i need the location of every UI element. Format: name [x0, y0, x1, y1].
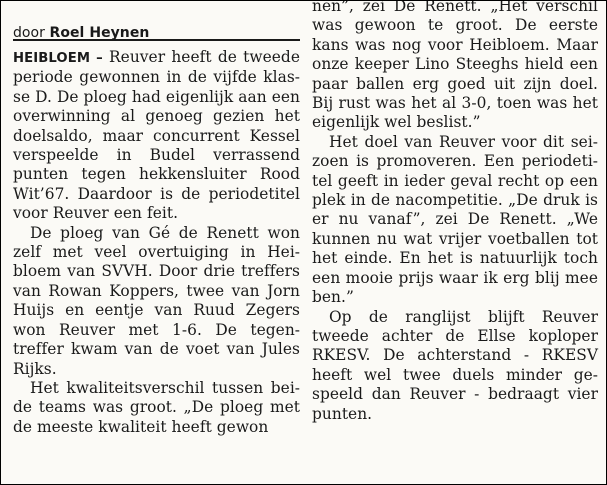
byline-author: Roel Heynen [49, 25, 150, 41]
dateline: HEIBLOEM – [13, 51, 103, 66]
article-column-left [13, 1, 300, 437]
byline-prefix: door [13, 25, 45, 41]
paragraph-2: De ploeg van Gé de Renett won zelf met veel overtuiging in Heibloem van SVVH. Door drie treffers van Rowan Koppers, twee van Jorn Huijs en eentje van Ruud Zegers won Reuver met 1-6. De tegentreffer kwam van de voet van Jules Rijks. [13, 223, 300, 378]
paragraph-3: Het kwaliteitsverschil tussen beide teams was groot. „De ploeg met de meeste kwaliteit heeft gewon [13, 378, 300, 436]
paragraph-1 [13, 48, 300, 224]
byline [13, 1, 300, 41]
paragraph-3-continued: nen”, zei De Renett. „Het verschil was gewoon te groot. De eerste kans was nog voor Heibloem. Maar onze keeper Lino Steeghs hield een paar ballen erg goed uit zijn doel. Bij rust was het al 3-0, toen was het eigenlijk wel beslist.” [312, 0, 598, 132]
paragraph-4: Het doel van Reuver voor dit seizoen is promoveren. Een periodetitel geeft in ieder geval recht op een plek in de nacompetitie. „De druk is er nu vanaf”, zei De Renett. „We kunnen nu wat vrijer voetballen tot het einde. En het is natuurlijk toch een mooie prijs waar ik erg blij mee ben.” [312, 132, 598, 307]
paragraph-1-text: Reuver heeft de tweede periode gewonnen in de vijfde klasse D. De ploeg had eigenlijk aan een overwinning al genoeg gezien het doelsaldo, maar concurrent Kessel verspeelde in Budel verrassend punten tegen hekkensluiter Rood Wit’67. Daardoor is de periodetitel voor Reuver een feit. [13, 48, 300, 223]
paragraph-5: Op de ranglijst blijft Reuver tweede achter de Ellse koploper RKESV. De achterstand - RKESV heeft wel twee duels minder gespeeld dan Reuver - bedraagt vier punten. [312, 307, 598, 423]
article-column-right [312, 1, 598, 424]
